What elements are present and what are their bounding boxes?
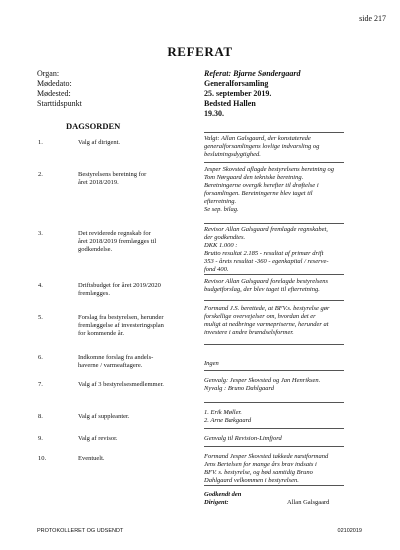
item-resolution: Jesper Skovsted aflagde bestyrelsens beretning og Tom Nørgaard den tekniske beretning. Beretningerne overgik herefter til drøftelse i forsamlingen. Beretningerne blev taget til efterretning. Se sep. bilag. — [204, 166, 335, 213]
divider — [204, 402, 344, 403]
meta-label-start: Starttidspunkt — [37, 99, 82, 108]
item-text: Valg af 3 bestyrelsesmedlemmer. — [78, 381, 164, 388]
item-resolution: Ingen — [204, 360, 219, 367]
meta-value-start: Bedsted Hallen — [204, 99, 256, 108]
divider — [204, 344, 344, 345]
dirigent-label: Dirigent: — [204, 499, 229, 506]
divider — [204, 485, 344, 486]
item-resolution: Formand Jesper Skovsted takkede næstformand Jens Bertelsen for mange års brav indsats i BFV. s. bestyrelse, og bød samtidig Bruno Dahlgaard velkommen i bestyrelsen. — [204, 453, 329, 484]
item-number: 3. — [38, 230, 43, 237]
item-number: 4. — [38, 282, 43, 289]
divider — [204, 162, 344, 163]
page-number: side 217 — [359, 14, 386, 23]
meta-value-date: Generalforsamling — [204, 79, 269, 88]
meta-value-time: 19.30. — [204, 109, 224, 118]
item-number: 1. — [38, 139, 43, 146]
footer-right: 02102019 — [337, 528, 362, 534]
divider — [204, 132, 344, 133]
approval-label: Godkendt den — [204, 491, 242, 498]
item-resolution: 1. Erik Møller. 2. Arne Bækgaard — [204, 409, 252, 424]
item-number: 7. — [38, 381, 43, 388]
item-resolution: Genvalg til Revision-Limfjord — [204, 435, 282, 442]
item-resolution: Revisor Allan Galsgaard forelagde bestyrelsens budgetforslag, der blev taget til efterretning. — [204, 278, 329, 293]
item-text: Valg af dirigent. — [78, 139, 121, 146]
item-text: Valg af revisor. — [78, 435, 118, 442]
meta-label-organ: Organ: — [37, 69, 60, 78]
item-number: 5. — [38, 314, 43, 321]
divider — [204, 428, 344, 429]
item-resolution: Genvalg: Jesper Skovsted og Jan Henriksen. Nyvalg : Bruno Dahlgaard — [204, 377, 321, 392]
item-text: Det reviderede regnskab for året 2018/2019 fremlægges til godkendelse. — [78, 230, 157, 253]
meta-label-date: Mødedato: — [37, 79, 72, 88]
item-text: Driftsbudget for året 2019/2020 fremlægges. — [78, 282, 161, 297]
item-resolution: Revisor Allan Galsgaard fremlagde regnskabet, der godkendtes. DKK 1.000 : Brutto resultat 2.185 - resultat af primær drift 353 - årets resultat -360 - egenkapital / reserve- fond 400. — [204, 226, 329, 273]
item-text: Eventuelt. — [78, 455, 105, 462]
item-resolution: Formand J.S. berettede, at BFV.s. bestyrelse gør forskellige overvejelser om, hvordan det er muligt at nedbringe varmepriserne, herunder at investere i andre brændselsformer. — [204, 305, 330, 336]
divider — [204, 274, 344, 275]
item-number: 8. — [38, 413, 43, 420]
approval-block — [204, 491, 241, 507]
document-title: REFERAT — [167, 44, 233, 59]
item-resolution: Valgt: Allan Galsgaard, der konstaterede generalforsamlingens lovlige indvarsling og beslutningsdygtighed. — [204, 135, 320, 158]
divider — [204, 370, 344, 371]
meta-label-place: Mødested: — [37, 89, 71, 98]
item-text: Bestyrelsens beretning for året 2018/2019. — [78, 171, 147, 186]
item-text: Forslag fra bestyrelsen, herunder fremlæggelse af investeringsplan for kommende år. — [78, 314, 164, 337]
agenda-heading: DAGSORDEN — [66, 121, 121, 131]
item-text: Valg af suppleanter. — [78, 413, 130, 420]
item-number: 9. — [38, 435, 43, 442]
item-number: 10. — [38, 455, 47, 462]
item-number: 6. — [38, 354, 43, 361]
divider — [204, 300, 344, 301]
item-number: 2. — [38, 171, 43, 178]
dirigent-name: Allan Galsgaard — [287, 499, 330, 506]
divider — [204, 446, 344, 447]
meta-value-organ: Referat: Bjarne Søndergaard — [204, 69, 301, 78]
footer-left: PROTOKOLLERET OG UDSENDT — [37, 528, 124, 534]
meta-value-place: 25. september 2019. — [204, 89, 272, 98]
item-text: Indkomne forslag fra andels- haverne / varmeaftagere. — [78, 354, 154, 369]
divider — [204, 223, 344, 224]
